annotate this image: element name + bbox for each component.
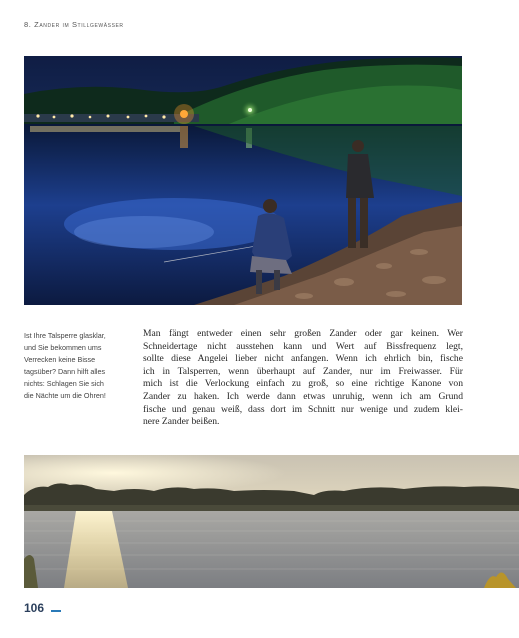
body-line: Schneidertage nicht ausstehen kann und Wert auf Bissfrequenz legt, (143, 340, 463, 352)
page-number-rule (51, 610, 61, 612)
sunset-lake-photo (24, 455, 519, 588)
body-line: Man fängt entweder einen sehr großen Zander oder gar keinen. Wer (143, 328, 463, 339)
body-line: ich in Talsperren, wenn überhaupt auf Zander, nur im Freiwasser. Für (143, 365, 463, 377)
photo-caption (24, 330, 128, 403)
caption-line: und Sie bekommen ums (24, 343, 102, 353)
page-number: 106 (24, 601, 45, 615)
caption-line: die Nächte um die Ohren! (24, 391, 106, 401)
caption-line: Verrecken keine Bisse (24, 355, 96, 365)
body-line: nere Zander beißen. (143, 416, 220, 428)
body-line: fische und genau weiß, dass dort im Schnitt nur wenige und zudem klei- (143, 403, 463, 415)
caption-line: tagsüber? Dann hilft alles (24, 367, 106, 377)
body-line: sollte diese Angelei lieber nicht anfangen. Wenn ich ehrlich bin, fische (143, 353, 463, 365)
night-fishing-photo (24, 56, 462, 305)
body-line: mich ist die Verlockung einfach zu groß, so eine richtige Kanone von (143, 378, 463, 390)
body-paragraph (143, 328, 463, 429)
body-line: Zander zu haken. Ich werde dann etwas unruhig, wenn ich am Grund (143, 390, 463, 402)
caption-line: nichts: Schlagen Sie sich (24, 379, 104, 389)
running-head: 8. Zander im Stillgewässer (24, 20, 124, 29)
caption-line: Ist Ihre Talsperre glasklar, (24, 331, 106, 340)
